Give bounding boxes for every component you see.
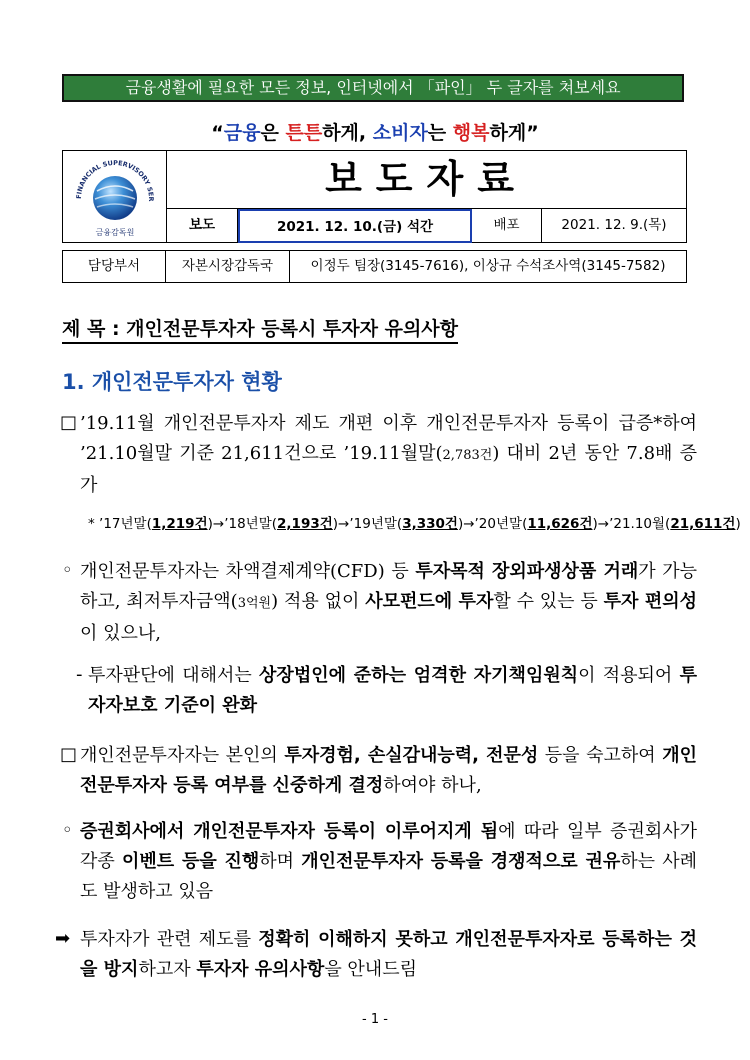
slogan-part-5: 소비자 [372,122,428,144]
p4-text: 등을 숙고하여 [538,745,663,766]
circle-bullet: ◦ [62,560,73,581]
p2-bold: 투자 편의성 [603,591,697,612]
p3-bold: 투자자보호 기준이 완화 [88,665,697,716]
p2-bold: 사모펀드에 투자 [365,591,494,612]
p6-bold: 투자자 유의사항 [196,959,325,980]
slogan-part-6: 는 [427,122,453,144]
arrow-icon: ➡ [55,928,71,949]
note-sep: )→’18년말( [207,516,278,532]
slogan-part-4: 하게, [322,122,373,144]
square-bullet: □ [60,412,78,433]
logo-ring-text: FINANCIAL SUPERVISORY SER [74,158,156,202]
release-date: 2021. 12. 10.(금) 석간 [238,209,472,243]
p1-end: ) 대비 2년 동안 7.8배 증가 [80,443,697,496]
section-1-title: 1. 개인전문투자자 현황 [62,370,282,394]
p5-text: 에 따라 일부 증권회사가 각종 [80,821,697,872]
p5-bold: 이벤트 등을 진행 [122,851,260,872]
note-sep: )→’19년말( [332,516,403,532]
paragraph-4 [80,741,697,801]
note-value: 3,330건 [402,516,458,532]
note-value: 1,219건 [151,516,208,532]
circle-bullet: ◦ [62,820,73,841]
slogan-part-1: 금융 [223,122,261,144]
distribute-label: 배포 [472,209,542,243]
paragraph-3 [88,661,697,721]
p1-text: ’19.11월 개인전문투자자 제도 개편 이후 개인전문투자자 등록이 급증*하여 ’21.10월말 기준 21,611건으로 ’19.11월말( [80,413,697,464]
p6-text: 투자자가 관련 제도를 [80,929,259,950]
p1-small: 2,783건 [442,448,493,463]
p2-text: 개인전문투자자는 차액결제계약(CFD) 등 [80,561,416,582]
p4-bold: 개인전문투자자 등록 여부를 신중하게 결정 [80,745,697,796]
logo-org-name: 금융감독원 [95,228,135,237]
slogan-part-7: 행복 [452,122,490,144]
growth-footnote [88,512,741,532]
page-number: - 1 - [362,1012,388,1027]
p6-text: 하고자 [138,959,197,980]
note-value: 11,626건 [527,516,593,532]
dash-bullet: - [76,664,83,685]
p2-bold: 투자목적 장외파생상품 거래 [415,561,639,582]
p2-text: 가 가능하고, 최저투자금액( [80,561,697,612]
department-label: 담당부서 [63,251,166,282]
subject-line: 제 목 : 개인전문투자자 등록시 투자자 유의사항 [62,314,458,344]
slogan [0,118,750,145]
department-row [62,250,687,283]
slogan-part-3: 튼튼 [285,122,323,144]
distribute-date: 2021. 12. 9.(목) [561,217,667,233]
slogan-close-quote: ” [526,122,539,144]
slogan-part-2: 은 [260,122,286,144]
paragraph-6 [80,925,697,985]
press-release-header [62,150,687,243]
p2-text: ) 적용 없이 [271,591,366,612]
fss-logo [63,151,167,242]
paragraph-2 [80,557,697,649]
p2-small: 3억원 [237,596,272,611]
paragraph-1 [80,409,697,501]
p4-bold: 투자경험, 손실감내능력, 전문성 [284,745,539,766]
p6-bold: 정확히 이해하지 못하고 개인전문투자자로 등록하는 것을 방지 [80,929,697,980]
release-info-row [167,208,686,243]
p4-text: 개인전문투자자는 본인의 [80,745,285,766]
note-sep: )→’20년말( [457,516,528,532]
department-name: 자본시장감독국 [166,251,290,282]
slogan-part-8: 하게 [489,122,527,144]
p5-bold: 증권회사에서 개인전문투자자 등록이 이루어지게 됨 [80,821,499,842]
note-sep: )→’21.10월( [592,516,671,532]
p3-bold: 상장법인에 준하는 엄격한 자기책임원칙 [259,665,579,686]
page-title: 보도자료 [325,157,528,201]
note-value: 2,193건 [277,516,333,532]
p3-text: 투자판단에 대해서는 [88,665,260,686]
p3-text: 이 적용되어 [578,665,680,686]
p2-text: 할 수 있는 등 [493,591,604,612]
note-prefix: * ’17년말( [88,516,152,532]
department-contact: 이정두 팀장(3145-7616), 이상규 수석조사역(3145-7582) [310,258,666,274]
p2-text: 이 있으나, [80,623,161,644]
p5-bold: 개인전문투자자 등록을 경쟁적으로 권유 [301,851,621,872]
note-value: 21,611건 [670,516,736,532]
p5-text: 하는 사례도 발생하고 있음 [80,851,697,902]
paragraph-5 [80,817,697,907]
p6-text: 을 안내드림 [324,959,417,980]
p5-text: 하며 [259,851,302,872]
square-bullet: □ [60,744,78,765]
slogan-open-quote: “ [211,122,224,144]
p4-text: 하여야 하나, [383,775,482,796]
note-suffix: ) [735,516,741,532]
top-banner: 금융생활에 필요한 모든 정보, 인터넷에서 「파인」 두 글자를 쳐보세요 [62,74,684,102]
release-label: 보도 [167,209,238,243]
fss-logo-icon [63,151,166,242]
